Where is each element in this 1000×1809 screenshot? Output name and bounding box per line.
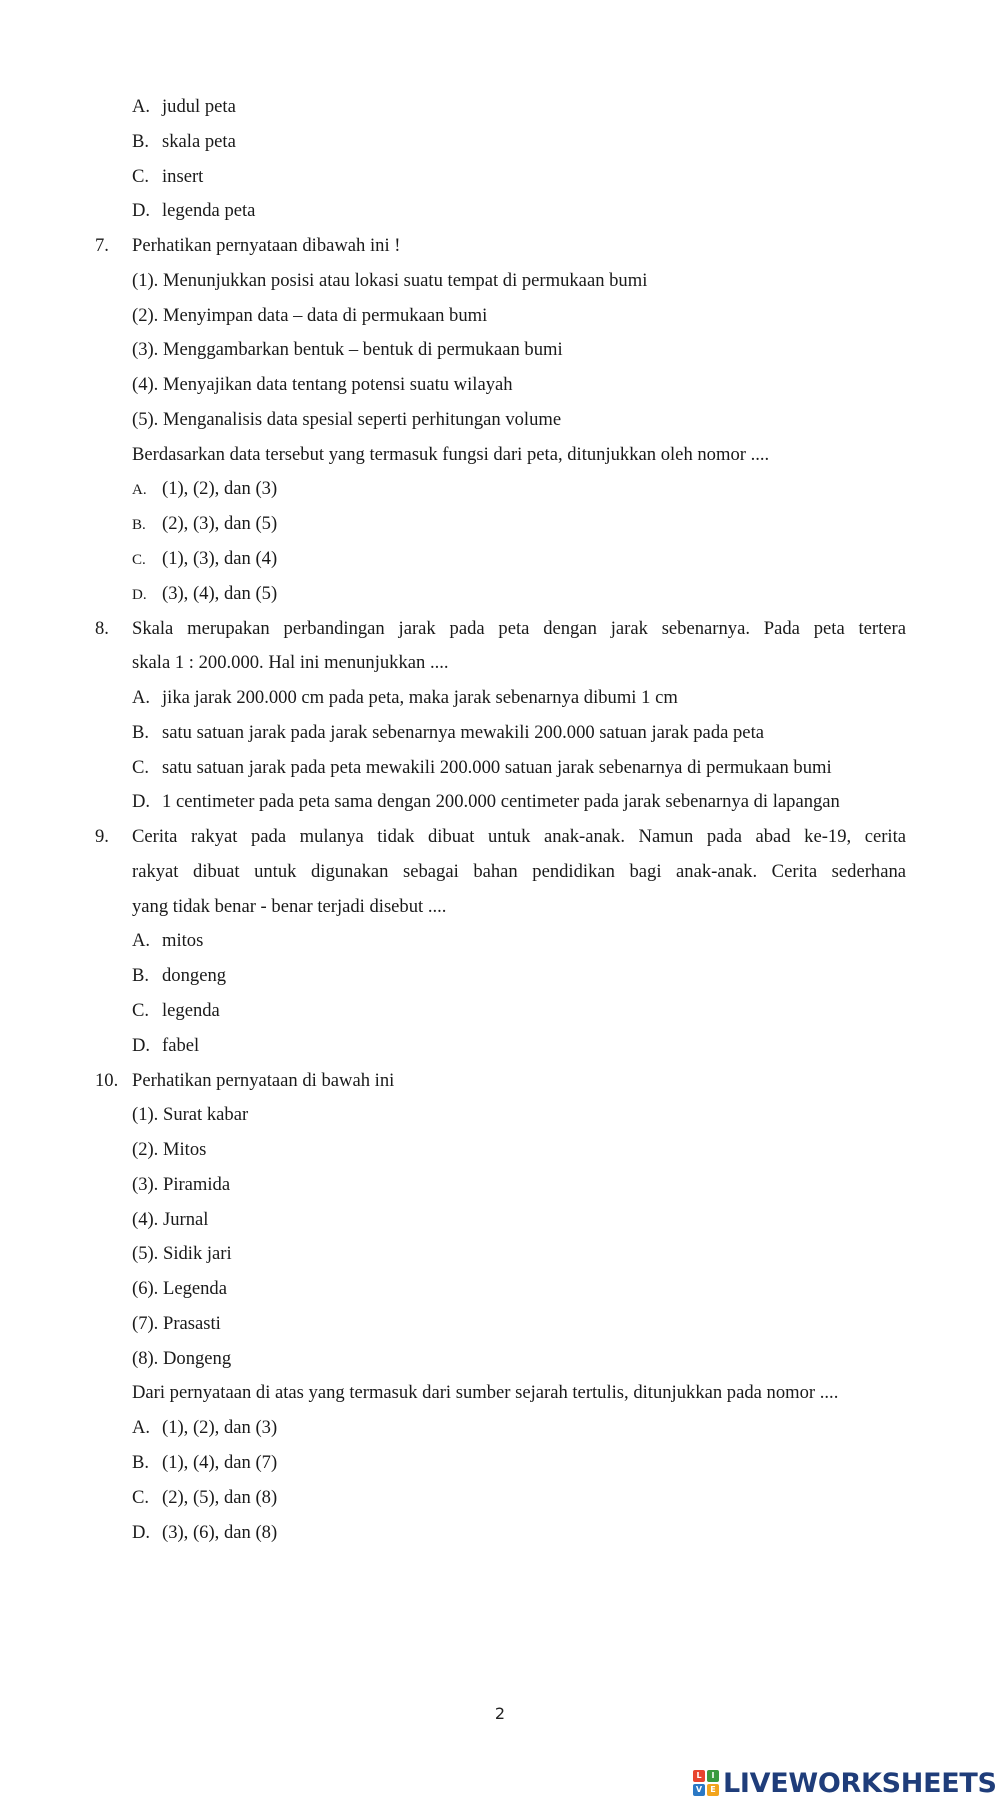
q7-option-b[interactable]: B. (2), (3), dan (5): [132, 513, 278, 534]
q10-statement: (7). Prasasti: [132, 1313, 221, 1334]
logo-letter: I: [707, 1770, 719, 1782]
q10-statement: (8). Dongeng: [132, 1348, 232, 1369]
page-number: 2: [494, 1704, 506, 1723]
q9-option-b[interactable]: B. dongeng: [132, 965, 227, 986]
q10-text: Perhatikan pernyataan di bawah ini: [132, 1070, 395, 1091]
q7-statement: (2). Menyimpan data – data di permukaan bumi: [132, 305, 488, 326]
q7-statement: (4). Menyajikan data tentang potensi suatu wilayah: [132, 374, 513, 395]
q10-prompt: Dari pernyataan di atas yang termasuk dari sumber sejarah tertulis, ditunjukkan pada nomor ....: [132, 1382, 839, 1403]
q8-number: 8.: [95, 618, 109, 639]
q9-option-c[interactable]: C. legenda: [132, 1000, 220, 1021]
q8-option-a[interactable]: A. jika jarak 200.000 cm pada peta, maka jarak sebenarnya dibumi 1 cm: [132, 687, 678, 708]
q8-text-line: skala 1 : 200.000. Hal ini menunjukkan ....: [132, 652, 449, 673]
q7-number: 7.: [95, 235, 109, 256]
q8-option-d[interactable]: D. 1 centimeter pada peta sama dengan 200.000 centimeter pada jarak sebenarnya di lapangan: [132, 791, 840, 812]
brand-text: LIVEWORKSHEETS: [723, 1767, 997, 1799]
q7-statement: (1). Menunjukkan posisi atau lokasi suatu tempat di permukaan bumi: [132, 270, 648, 291]
q9-number: 9.: [95, 826, 109, 847]
q6-option-b[interactable]: B. skala peta: [132, 131, 236, 152]
logo-letter: V: [693, 1784, 705, 1796]
q10-number: 10.: [95, 1070, 119, 1091]
q8-option-c[interactable]: C. satu satuan jarak pada peta mewakili 200.000 satuan jarak sebenarnya di permukaan bumi: [132, 757, 832, 778]
q10-statement: (2). Mitos: [132, 1139, 207, 1160]
q9-text-line: Cerita rakyat pada mulanya tidak dibuat untuk anak-anak. Namun pada abad ke-19, cerita: [132, 826, 906, 847]
q9-option-a[interactable]: A. mitos: [132, 930, 204, 951]
logo-letter: E: [707, 1784, 719, 1796]
q8-text-line: Skala merupakan perbandingan jarak pada peta dengan jarak sebenarnya. Pada peta tertera: [132, 618, 906, 639]
liveworksheets-logo-icon: [693, 1770, 719, 1796]
q7-option-a[interactable]: A. (1), (2), dan (3): [132, 478, 278, 499]
logo-letter: L: [693, 1770, 705, 1782]
q9-text-line: rakyat dibuat untuk digunakan sebagai bahan pendidikan bagi anak-anak. Cerita sederhana: [132, 861, 906, 882]
q10-statement: (3). Piramida: [132, 1174, 231, 1195]
q7-option-d[interactable]: D. (3), (4), dan (5): [132, 583, 278, 604]
q7-statement: (5). Menganalisis data spesial seperti perhitungan volume: [132, 409, 562, 430]
q7-prompt: Berdasarkan data tersebut yang termasuk fungsi dari peta, ditunjukkan oleh nomor ....: [132, 444, 770, 465]
q6-option-c[interactable]: C. insert: [132, 166, 204, 187]
q10-option-c[interactable]: C. (2), (5), dan (8): [132, 1487, 278, 1508]
q10-statement: (5). Sidik jari: [132, 1243, 232, 1264]
q9-option-d[interactable]: D. fabel: [132, 1035, 200, 1056]
q10-option-d[interactable]: D. (3), (6), dan (8): [132, 1522, 278, 1543]
q10-statement: (6). Legenda: [132, 1278, 227, 1299]
liveworksheets-brand[interactable]: [693, 1766, 997, 1800]
q7-option-c[interactable]: C. (1), (3), dan (4): [132, 548, 278, 569]
q10-option-b[interactable]: B. (1), (4), dan (7): [132, 1452, 278, 1473]
q7-text: Perhatikan pernyataan dibawah ini !: [132, 235, 401, 256]
q7-statement: (3). Menggambarkan bentuk – bentuk di permukaan bumi: [132, 339, 563, 360]
q6-option-d[interactable]: D. legenda peta: [132, 200, 256, 221]
q6-option-a[interactable]: A. judul peta: [132, 96, 236, 117]
q10-statement: (4). Jurnal: [132, 1209, 209, 1230]
q10-option-a[interactable]: A. (1), (2), dan (3): [132, 1417, 278, 1438]
q10-statement: (1). Surat kabar: [132, 1104, 249, 1125]
q9-text-line: yang tidak benar - benar terjadi disebut ....: [132, 896, 447, 917]
q8-option-b[interactable]: B. satu satuan jarak pada jarak sebenarnya mewakili 200.000 satuan jarak pada peta: [132, 722, 764, 743]
